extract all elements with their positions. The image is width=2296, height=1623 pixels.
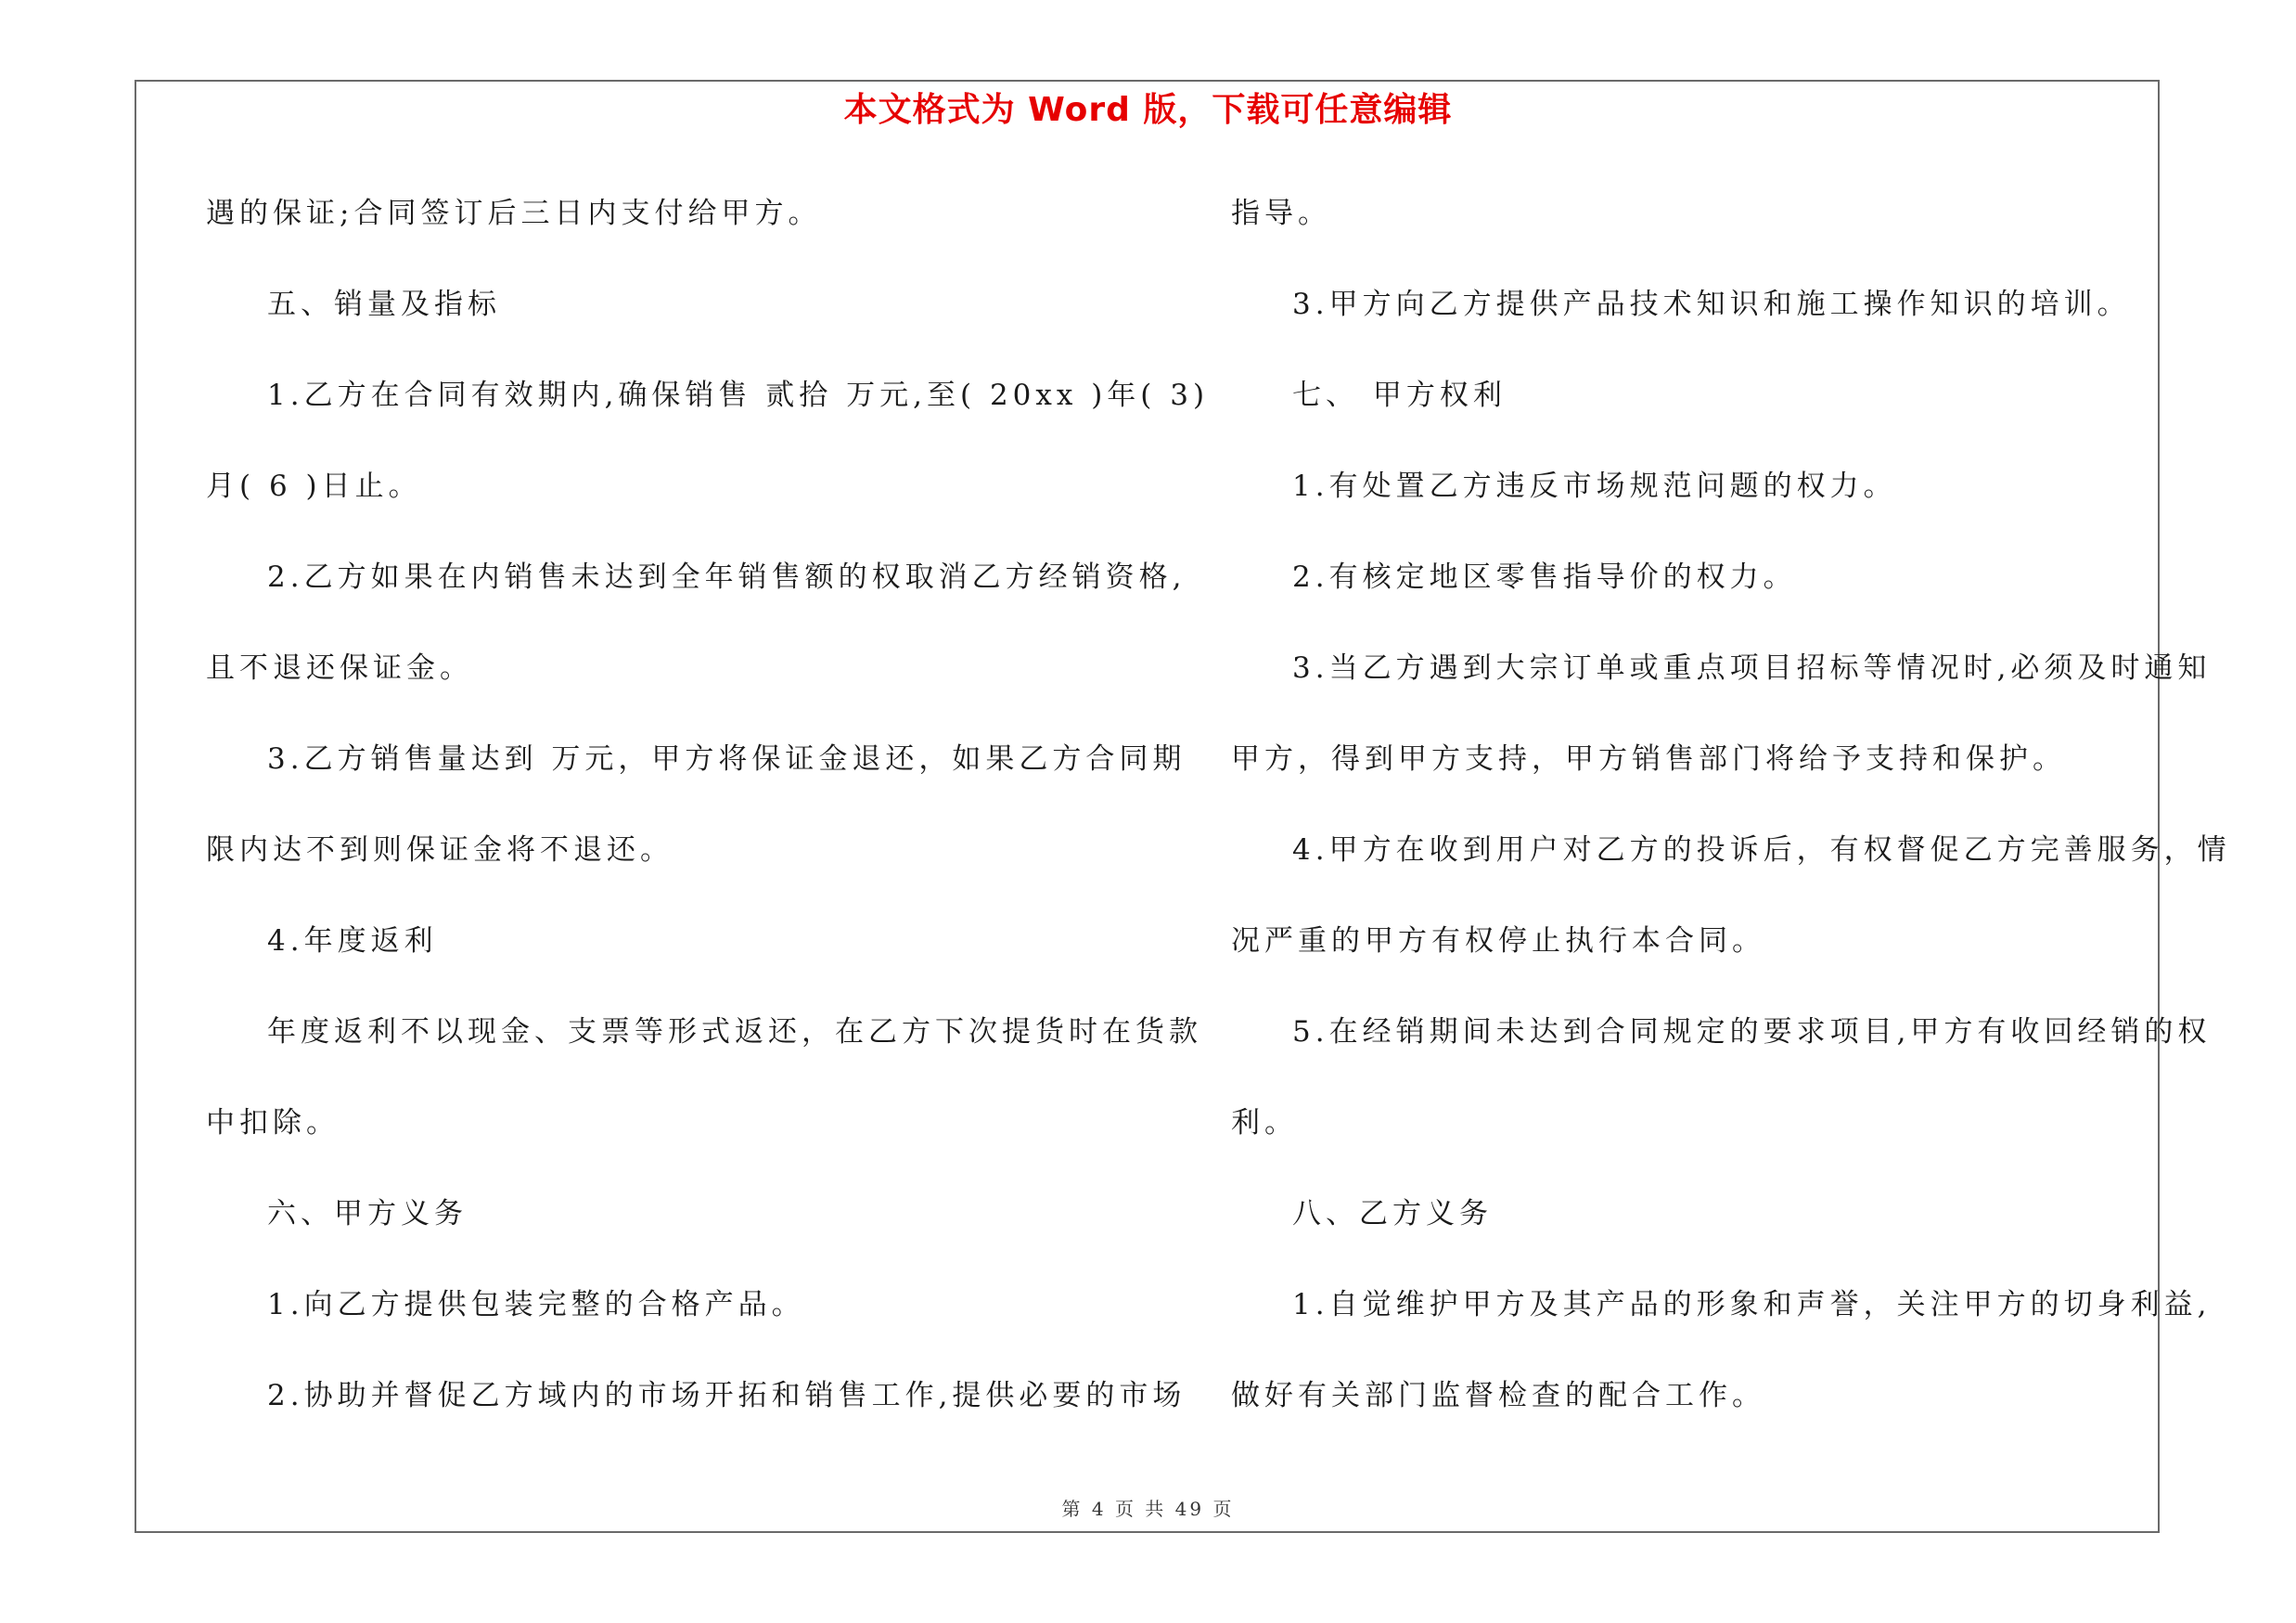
section-heading: 五、销量及指标	[267, 288, 501, 321]
text-line: 利。	[1231, 1106, 1298, 1140]
text-line: 4.甲方在收到用户对乙方的投诉后，有权督促乙方完善服务，情	[1292, 833, 2231, 867]
page-number: 第 4 页 共 49 页	[1061, 1498, 1235, 1520]
text-line: 3.当乙方遇到大宗订单或重点项目招标等情况时,必须及时通知	[1292, 651, 2212, 685]
text-line: 月( 6 )日止。	[206, 470, 422, 503]
text-line: 甲方，得到甲方支持，甲方销售部门将给予支持和保护。	[1231, 742, 2066, 776]
text-line: 1.乙方在合同有效期内,确保销售 贰拾 万元,至( 20xx )年( 3)	[267, 379, 1210, 412]
text-line: 5.在经销期间未达到合同规定的要求项目,甲方有收回经销的权	[1292, 1015, 2212, 1049]
text-line: 2.乙方如果在内销售未达到全年销售额的权取消乙方经销资格,	[267, 560, 1186, 594]
text-line: 2.协助并督促乙方域内的市场开拓和销售工作,提供必要的市场	[267, 1379, 1186, 1412]
text-line: 指导。	[1231, 197, 1331, 230]
section-heading: 八、乙方义务	[1292, 1197, 1493, 1230]
text-line: 遇的保证;合同签订后三日内支付给甲方。	[206, 197, 822, 230]
text-line: 1.有处置乙方违反市场规范问题的权力。	[1292, 470, 1897, 503]
text-line: 且不退还保证金。	[206, 651, 473, 685]
section-heading: 七、 甲方权利	[1292, 379, 1507, 412]
text-line: 3.乙方销售量达到 万元，甲方将保证金退还，如果乙方合同期	[267, 742, 1186, 776]
text-line: 2.有核定地区零售指导价的权力。	[1292, 560, 1797, 594]
text-line: 做好有关部门监督检查的配合工作。	[1231, 1379, 1765, 1412]
text-line: 况严重的甲方有权停止执行本合同。	[1231, 924, 1765, 958]
text-line: 年度返利不以现金、支票等形式返还，在乙方下次提货时在货款	[267, 1015, 1202, 1049]
header-banner: 本文格式为 Word 版，下载可任意编辑	[843, 91, 1453, 129]
text-line: 3.甲方向乙方提供产品技术知识和施工操作知识的培训。	[1292, 288, 2131, 321]
text-line: 4.年度返利	[267, 924, 438, 958]
text-line: 1.向乙方提供包装完整的合格产品。	[267, 1288, 805, 1321]
section-heading: 六、甲方义务	[267, 1197, 468, 1230]
text-line: 限内达不到则保证金将不退还。	[206, 833, 673, 867]
text-line: 中扣除。	[206, 1106, 340, 1140]
text-line: 1.自觉维护甲方及其产品的形象和声誉，关注甲方的切身利益,	[1292, 1288, 2212, 1321]
